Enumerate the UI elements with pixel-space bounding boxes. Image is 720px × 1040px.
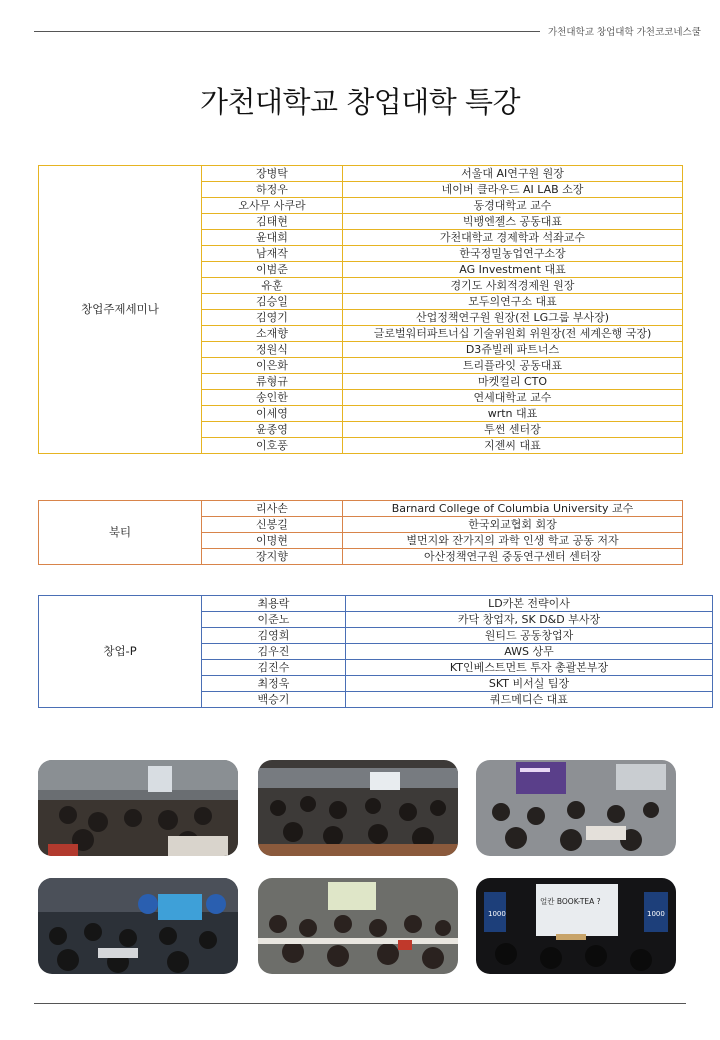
speaker-name: 이호풍 [202,438,343,454]
speaker-name: 이범준 [202,262,343,278]
speaker-role: 아산정책연구원 중동연구센터 센터장 [343,549,683,565]
seminar-table [38,165,683,454]
speaker-name: 장지향 [202,549,343,565]
speaker-role: SKT 비서실 팀장 [346,676,713,692]
speaker-role: 마켓컬리 CTO [343,374,683,390]
speaker-name: 김우진 [202,644,346,660]
speaker-name: 윤대희 [202,230,343,246]
speaker-name: 소재향 [202,326,343,342]
lecture-photo [38,878,238,974]
speaker-name: 리사손 [202,501,343,517]
speaker-role: 카닥 창업자, SK D&D 부사장 [346,612,713,628]
speaker-name: 이은화 [202,358,343,374]
page-title: 가천대학교 창업대학 특강 [199,85,521,119]
speaker-role: 트리플라잇 공동대표 [343,358,683,374]
table-row [39,596,713,612]
speaker-role: 동경대학교 교수 [343,198,683,214]
speaker-name: 이세영 [202,406,343,422]
speaker-role: 경기도 사회적경제원 원장 [343,278,683,294]
speaker-name: 하정우 [202,182,343,198]
speaker-name: 김영희 [202,628,346,644]
speaker-name: 윤종영 [202,422,343,438]
speaker-role: 한국정밀농업연구소장 [343,246,683,262]
speaker-name: 장병탁 [202,166,343,182]
speaker-name: 이명현 [202,533,343,549]
speaker-role: wrtn 대표 [343,406,683,422]
startup-p-table [38,595,713,708]
speaker-role: 투썬 센터장 [343,422,683,438]
lecture-photo [258,760,458,856]
speaker-role: 한국외교협회 회장 [343,517,683,533]
speaker-role: 지젠씨 대표 [343,438,683,454]
speaker-name: 신봉길 [202,517,343,533]
speaker-role: KT인베스트먼트 투자 총괄본부장 [346,660,713,676]
speaker-name: 남재작 [202,246,343,262]
speaker-name: 정원식 [202,342,343,358]
speaker-role: 글로벌워터파트너십 기술위원회 위원장(전 세계은행 국장) [343,326,683,342]
speaker-role: 쿼드메디슨 대표 [346,692,713,708]
speaker-role: 네이버 클라우드 AI LAB 소장 [343,182,683,198]
speaker-role: LD카본 전략이사 [346,596,713,612]
header-rule [34,31,540,32]
speaker-role: 연세대학교 교수 [343,390,683,406]
speaker-role: 빅뱅엔젤스 공동대표 [343,214,683,230]
speaker-name: 송인한 [202,390,343,406]
speaker-name: 류형규 [202,374,343,390]
speaker-role: 원티드 공동창업자 [346,628,713,644]
speaker-name: 최정욱 [202,676,346,692]
speaker-name: 김승일 [202,294,343,310]
bookti-table [38,500,683,565]
speaker-name: 김영기 [202,310,343,326]
lecture-photo [38,760,238,856]
speaker-role: 산업정책연구원 원장(전 LG그룹 부사장) [343,310,683,326]
speaker-name: 유훈 [202,278,343,294]
table-row [39,501,683,517]
speaker-name: 오사무 사쿠라 [202,198,343,214]
lecture-photo [476,878,676,974]
speaker-name: 백승기 [202,692,346,708]
speaker-role: AG Investment 대표 [343,262,683,278]
speaker-role: 서울대 AI연구원 원장 [343,166,683,182]
speaker-role: 모두의연구소 대표 [343,294,683,310]
table-row [39,166,683,182]
speaker-role: 가천대학교 경제학과 석좌교수 [343,230,683,246]
svg-text:1000: 1000 [647,910,665,918]
speaker-role: 별먼지와 잔가지의 과학 인생 학교 공동 저자 [343,533,683,549]
speaker-name: 김진수 [202,660,346,676]
speaker-name: 이준노 [202,612,346,628]
speaker-name: 김태현 [202,214,343,230]
header-text: 가천대학교 창업대학 가천코코네스쿨 [548,27,701,38]
svg-text:1000: 1000 [488,910,506,918]
category-cell: 창업-P [39,596,202,708]
category-cell: 북티 [39,501,202,565]
footer-rule [34,1003,686,1004]
lecture-photo [258,878,458,974]
speaker-role: D3쥬빌레 파트너스 [343,342,683,358]
speaker-name: 최용락 [202,596,346,612]
category-cell: 창업주제세미나 [39,166,202,454]
lecture-photo [476,760,676,856]
speaker-role: Barnard College of Columbia University 교수 [343,501,683,517]
screen-caption: 얼칸 BOOK-TEA ? [540,897,601,906]
speaker-role: AWS 상무 [346,644,713,660]
